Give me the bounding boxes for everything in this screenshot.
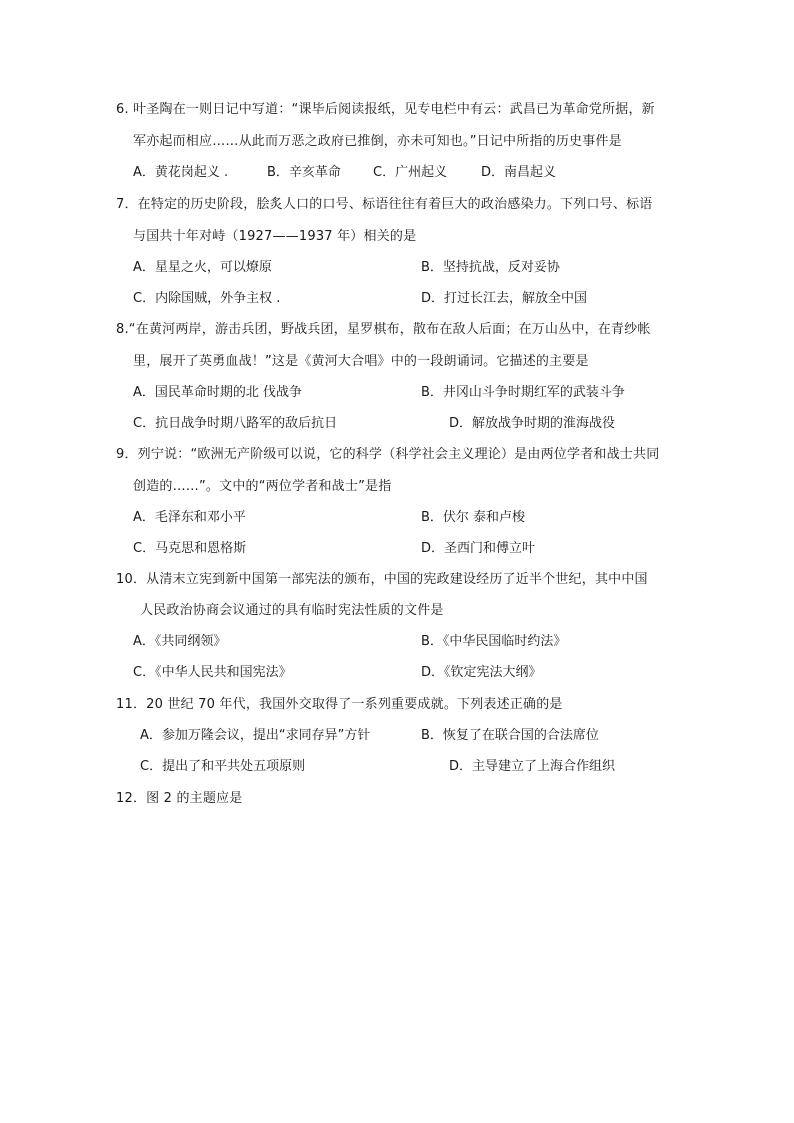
question-7-option-b: B．坚持抗战，反对妥协 [421,260,560,275]
question-10-option-b: B．《中华民国临时约法》 [421,634,567,649]
question-9-line-1: 9．列宁说：“欧洲无产阶级可以说，它的科学（科学社会主义理论）是由两位学者和战士共同 [116,447,660,462]
question-9-option-a: A．毛泽东和邓小平 [133,510,246,525]
question-9-option-c: C．马克思和恩格斯 [133,541,247,556]
question-9-option-b: B．伏尔 泰和卢梭 [421,510,526,525]
question-10-option-a: A．《共同纲领》 [133,634,227,649]
question-6-option-c: C．广州起义 [373,165,448,180]
question-11-option-a: A．参加万隆会议，提出“求同存异”方针 [140,728,371,743]
question-7-option-a: A．星星之火，可以燎原 [133,260,272,275]
question-11-line-1: 11．20 世纪 70 年代，我国外交取得了一系列重要成就。下列表述正确的是 [116,697,563,712]
question-8-option-c: C．抗日战争时期八路军的敌后抗日 [133,416,338,431]
question-7-option-d: D．打过长江去，解放全中国 [421,291,588,306]
question-6-line-2: 军亦起而相应……从此而万恶之政府已推倒，亦未可知也。”日记中所指的历史事件是 [133,134,622,149]
question-9-line-2: 创造的……”。文中的“两位学者和战士”是指 [133,479,392,494]
question-8-option-d: D．解放战争时期的淮海战役 [449,416,616,431]
question-8-line-1: 8.“在黄河两岸，游击兵团，野战兵团，星罗棋布，散布在敌人后面；在万山丛中，在青纱帐 [116,322,651,337]
question-10-line-2: 人民政治协商会议通过的具有临时宪法性质的文件是 [140,603,444,618]
question-7-option-c: C．内除国贼，外争主权 . [133,291,281,306]
question-6-option-d: D．南昌起义 [481,165,557,180]
question-11-option-b: B．恢复了在联合国的合法席位 [421,728,599,743]
question-6-option-a: A．黄花岗起义 . [133,165,229,180]
question-8-option-b: B．井冈山斗争时期红军的武装斗争 [421,385,625,400]
question-12-line-1: 12．图 2 的主题应是 [116,791,243,806]
question-7-line-2: 与国共十年对峙（1927——1937 年）相关的是 [133,229,417,244]
question-6-option-b: B．辛亥革命 [267,165,341,180]
question-7-line-1: 7．在特定的历史阶段，脍炙人口的口号、标语往往有着巨大的政治感染力。下列口号、标语 [116,197,653,212]
question-11-option-c: C．提出了和平共处五项原则 [140,759,306,774]
question-10-line-1: 10．从清末立宪到新中国第一部宪法的颁布，中国的宪政建设经历了近半个世纪，其中中国 [116,572,648,587]
question-8-line-2: 里，展开了英勇血战！”这是《黄河大合唱》中的一段朗诵词。它描述的主要是 [133,354,589,369]
question-11-option-d: D．主导建立了上海合作组织 [449,759,616,774]
question-6-line-1: 6. 叶圣陶在一则日记中写道：“课毕后阅读报纸，见专电栏中有云：武昌已为革命党所据，新 [116,102,655,117]
question-10-option-c: C．《中华人民共和国宪法》 [133,665,292,680]
question-9-option-d: D．圣西门和傅立叶 [421,541,536,556]
question-10-option-d: D．《钦定宪法大纲》 [421,665,542,680]
question-8-option-a: A．国民革命时期的北 伐战争 [133,385,303,400]
